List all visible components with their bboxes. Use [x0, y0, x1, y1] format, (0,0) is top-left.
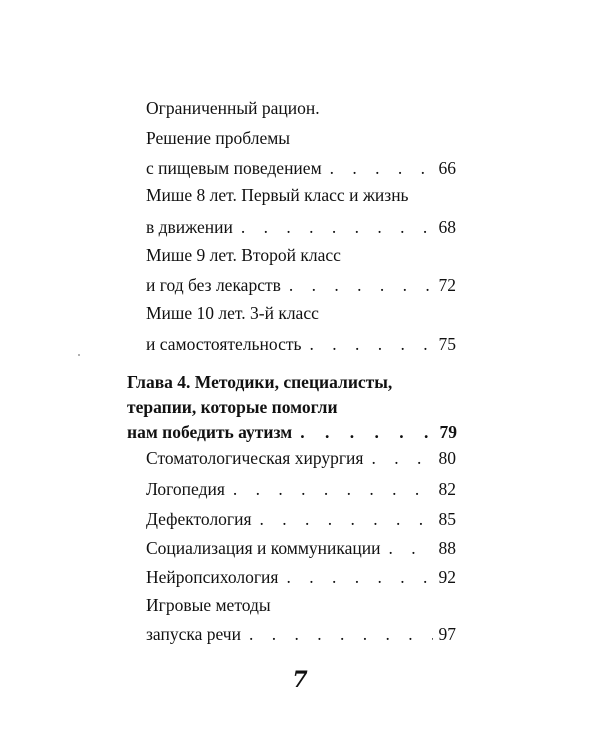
dot-leader — [381, 538, 433, 558]
page-number: 72 — [438, 275, 456, 295]
page-number: 82 — [438, 479, 456, 499]
toc-subentry-row — [146, 479, 456, 499]
toc-subentry-row — [146, 538, 456, 558]
dot-leader — [278, 567, 432, 587]
page-number: 75 — [438, 334, 456, 354]
toc-entry-line: в движении — [146, 217, 233, 237]
dot-leader — [252, 509, 433, 529]
toc-entry-last-line — [146, 217, 456, 237]
page-number: 92 — [438, 567, 456, 587]
chapter-title-line: терапии, которые помогли — [127, 397, 338, 417]
dot-leader — [241, 624, 433, 644]
page-folio-number: 7 — [292, 667, 308, 693]
toc-entry-line: Ограниченный рацион. — [146, 98, 320, 118]
toc-entry-line: запуска речи — [146, 624, 241, 644]
chapter-title-last-line — [127, 422, 457, 443]
toc-entry-line: Решение проблемы — [146, 128, 291, 148]
paper-speck — [78, 354, 80, 356]
page-number: 88 — [438, 538, 456, 558]
dot-leader — [292, 422, 433, 443]
toc-entry-last-line — [146, 275, 456, 295]
toc-subentry-title: Логопедия — [146, 479, 225, 499]
page-number: 68 — [438, 217, 456, 237]
toc-entry-last-line — [146, 334, 456, 354]
toc-entry-line: Игровые методы — [146, 595, 271, 615]
dot-leader — [225, 479, 433, 499]
dot-leader — [322, 158, 433, 178]
toc-subentry-title: Нейропсихология — [146, 567, 279, 587]
toc-entry-line: Мише 10 лет. 3-й класс — [146, 303, 319, 323]
chapter-title-line: нам победить аутизм — [127, 422, 293, 442]
toc-entry-last-line — [146, 158, 456, 178]
toc-subentry-title: Дефектология — [146, 509, 252, 529]
chapter-title-line: Глава 4. Методики, специалисты, — [127, 372, 393, 392]
toc-subentry-title: Социализация и коммуникации — [146, 538, 381, 558]
page-number: 80 — [438, 448, 456, 468]
page-number: 85 — [438, 509, 456, 529]
toc-subentry-title: Стоматологическая хирургия — [146, 448, 364, 468]
toc-entry-line: Мише 9 лет. Второй класс — [146, 245, 341, 265]
page-number: 79 — [439, 422, 457, 442]
dot-leader — [281, 275, 433, 295]
toc-entry-last-line — [146, 624, 456, 644]
toc-entry-line: и самостоятельность — [146, 334, 302, 354]
dot-leader — [301, 334, 432, 354]
toc-subentry-row — [146, 567, 456, 587]
dot-leader — [363, 448, 432, 468]
toc-entry-line: с пищевым поведением — [146, 158, 322, 178]
page-number: 66 — [438, 158, 456, 178]
page-number: 97 — [438, 624, 456, 644]
toc-entry-line: и год без лекарств — [146, 275, 281, 295]
toc-subentry-row — [146, 448, 456, 468]
dot-leader — [233, 217, 433, 237]
toc-entry-line: Мише 8 лет. Первый класс и жизнь — [146, 185, 409, 205]
toc-subentry-row — [146, 509, 456, 529]
